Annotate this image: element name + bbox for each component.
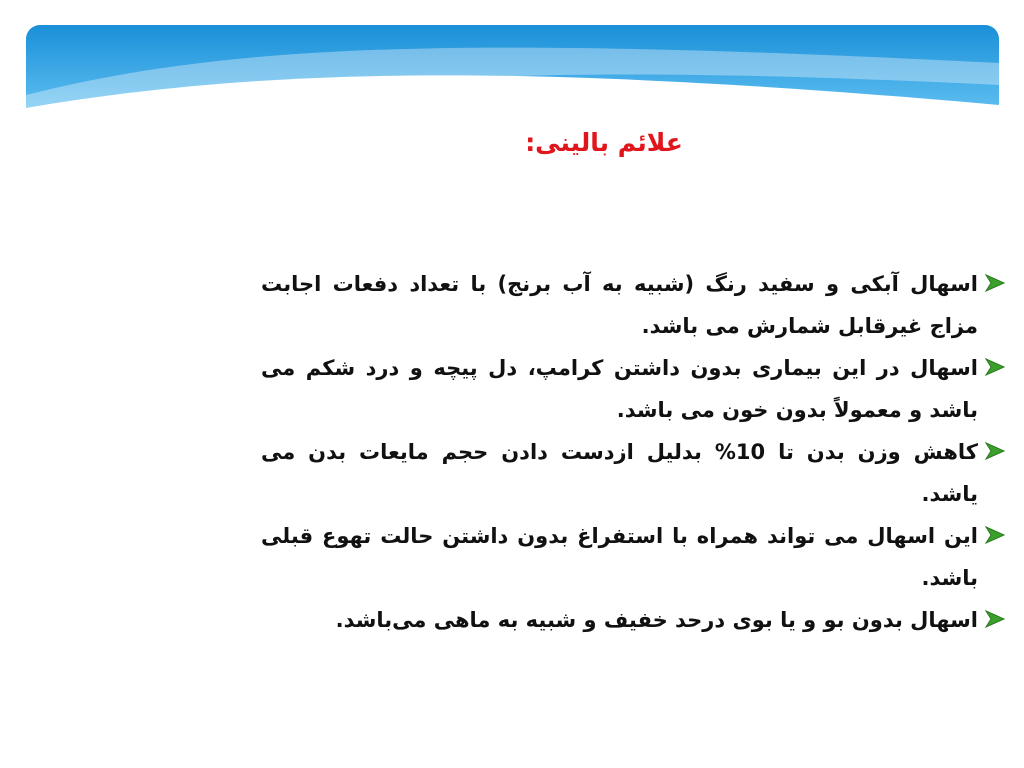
list-item-text: اسهال در این بیماری بدون داشتن کرامپ، دل پیچه و درد شکم می باشد و معمولاً بدون خون می باشد.	[261, 356, 978, 422]
list-item	[261, 515, 1006, 599]
slide-title-text: علائم بالینی:	[525, 128, 683, 157]
bullet-list	[261, 263, 1006, 641]
arrow-bullet-icon	[984, 272, 1006, 294]
list-item-text: اسهال بدون بو و یا بوی درحد خفیف و شبیه به ماهی می‌باشد.	[335, 608, 978, 632]
list-item	[261, 347, 1006, 431]
list-item	[261, 263, 1006, 347]
list-item-text: اسهال آبکی و سفید رنگ (شبیه به آب برنج) با تعداد دفعات اجابت مزاج غیرقابل شمارش می باشد.	[261, 272, 978, 338]
arrow-bullet-icon	[984, 608, 1006, 630]
arrow-bullet-icon	[984, 524, 1006, 546]
arrow-bullet-icon	[984, 440, 1006, 462]
list-item	[261, 599, 1006, 641]
list-item-text: این اسهال می تواند همراه با استفراغ بدون داشتن حالت تهوع قبلی باشد.	[261, 524, 978, 590]
list-item-text: کاهش وزن بدن تا 10% بدلیل ازدست دادن حجم مایعات بدن می یاشد.	[261, 440, 978, 506]
slide-title	[0, 128, 1024, 157]
arrow-bullet-icon	[984, 356, 1006, 378]
list-item	[261, 431, 1006, 515]
